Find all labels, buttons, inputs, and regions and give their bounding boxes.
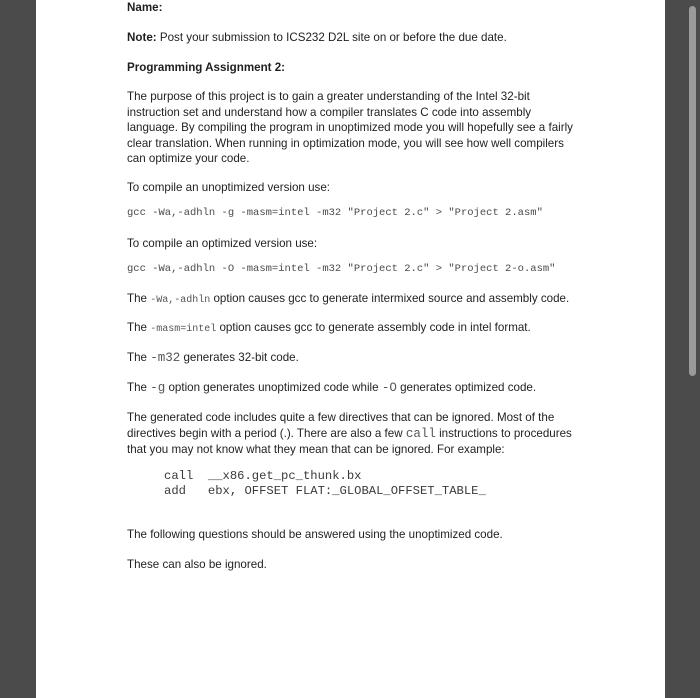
m32-prefix: The [127, 351, 147, 364]
wa-option-line [127, 291, 569, 309]
vertical-scrollbar[interactable] [687, 0, 700, 698]
ignored-note: These can also be ignored. [127, 558, 267, 571]
g-prefix: The [127, 381, 147, 394]
wa-prefix: The [127, 292, 147, 305]
questions-note: The following questions should be answered using the unoptimized code. [127, 528, 503, 541]
call-keyword: call [405, 426, 436, 441]
o-option-code: -O [381, 381, 397, 395]
g-option-code: -g [150, 381, 166, 395]
masm-option-line [127, 320, 531, 338]
assignment-title: Programming Assignment 2: [127, 61, 286, 74]
note-line [127, 30, 507, 46]
o-option-text: generates optimized code. [400, 381, 537, 394]
unoptimized-command: gcc -Wa,-adhln -g -masm=intel -m32 "Project 2.c" > "Project 2.asm" [127, 207, 543, 219]
masm-prefix: The [127, 321, 147, 334]
example-line-1: call __x86.get_pc_thunk.bx [164, 469, 362, 483]
m32-option-code: -m32 [150, 351, 181, 365]
masm-option-code: -masm=intel [150, 324, 217, 335]
optimized-command: gcc -Wa,-adhln -O -masm=intel -m32 "Project 2.c" > "Project 2-o.asm" [127, 263, 556, 275]
directives-paragraph [127, 410, 577, 458]
note-text: Post your submission to ICS232 D2L site on or before the due date. [159, 31, 507, 44]
g-option-text: option generates unoptimized code while [168, 381, 379, 394]
intro-paragraph: The purpose of this project is to gain a greater understanding of the Intel 32-bit instruction set and understand how a compiler translates C code into assembly language. By compiling the program in unoptimized mode you will hopefully see a fairly clear translation. When running in optimization mode, you will see how well compilers can optimize your code. [127, 90, 573, 165]
m32-option-text: generates 32-bit code. [183, 351, 299, 364]
m32-option-line [127, 350, 299, 367]
document-page [36, 0, 665, 698]
example-line-2: add ebx, OFFSET FLAT:_GLOBAL_OFFSET_TABLE_ [164, 484, 486, 498]
example-code-block [164, 469, 486, 499]
wa-option-text: option causes gcc to generate intermixed source and assembly code. [213, 292, 570, 305]
name-label: Name: [127, 1, 163, 14]
masm-option-text: option causes gcc to generate assembly code in intel format. [219, 321, 531, 334]
directives-part2: instructions to procedures that you may not know what they mean that can be ignored. For example: [127, 426, 572, 456]
g-option-line [127, 380, 536, 397]
unoptimized-intro: To compile an unoptimized version use: [127, 181, 330, 194]
directives-part1: The generated code includes quite a few directives that can be ignored. Most of the directives begin with a period (.). There are also a few [127, 411, 555, 440]
note-label: Note: [127, 31, 157, 44]
scrollbar-thumb[interactable] [689, 6, 696, 376]
optimized-intro: To compile an optimized version use: [127, 237, 318, 250]
wa-option-code: -Wa,-adhln [150, 295, 211, 306]
